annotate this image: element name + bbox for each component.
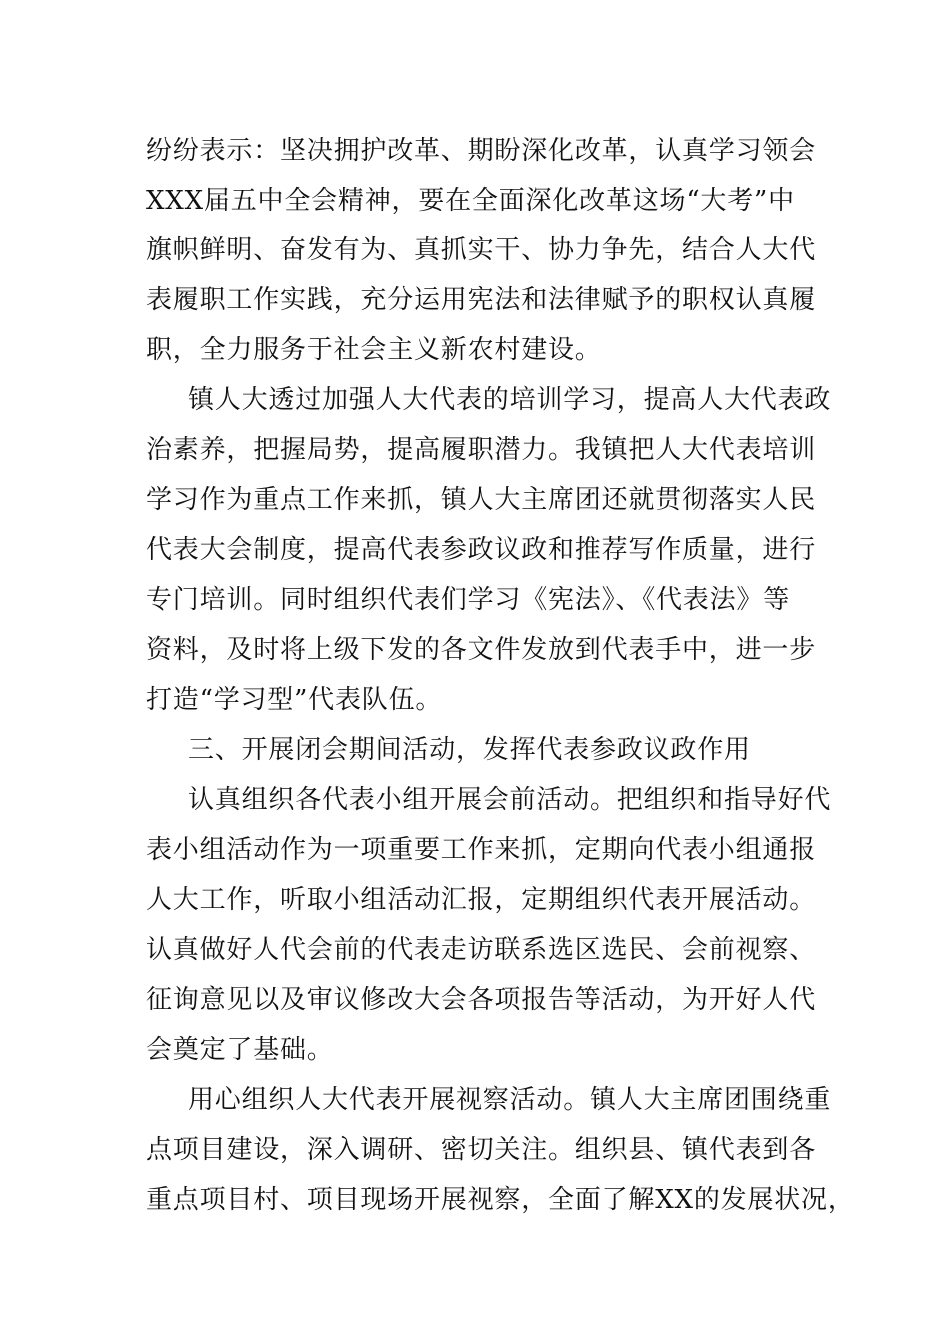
text-line: 会奠定了基础。 bbox=[146, 1035, 334, 1065]
text-line: 重点项目村、项目现场开展视察，全面了解XX的发展状况， bbox=[146, 1185, 855, 1215]
text-line: 征询意见以及审议修改大会各项报告等活动，为开好人代 bbox=[146, 985, 817, 1015]
paragraph-start-line: 认真组织各代表小组开展会前活动。把组织和指导好代 bbox=[188, 785, 832, 815]
text-line: 专门培训。同时组织代表们学习《宪法》、《代表法》等 bbox=[146, 585, 791, 615]
text-line: 治素养，把握局势，提高履职潜力。我镇把人大代表培训 bbox=[146, 435, 817, 465]
text-line: XXX届五中全会精神，要在全面深化改革这场“大考”中 bbox=[146, 186, 795, 216]
text-line: 资料，及时将上级下发的各文件发放到代表手中，进一步 bbox=[146, 635, 817, 665]
text-line: 表小组活动作为一项重要工作来抓，定期向代表小组通报 bbox=[146, 835, 817, 865]
text-line: 人大工作，听取小组活动汇报，定期组织代表开展活动。 bbox=[146, 885, 817, 915]
text-line: 认真做好人代会前的代表走访联系选区选民、会前视察、 bbox=[146, 935, 817, 965]
text-line: 纷纷表示：坚决拥护改革、期盼深化改革，认真学习领会 bbox=[146, 136, 817, 166]
paragraph-start-line: 用心组织人大代表开展视察活动。镇人大主席团围绕重 bbox=[188, 1085, 832, 1115]
text-line: 点项目建设，深入调研、密切关注。组织县、镇代表到各 bbox=[146, 1135, 817, 1165]
paragraph-start-line: 镇人大透过加强人大代表的培训学习，提高人大代表政 bbox=[188, 385, 832, 415]
text-line: 旗帜鲜明、奋发有为、真抓实干、协力争先，结合人大代 bbox=[146, 235, 817, 265]
text-line: 打造“学习型”代表队伍。 bbox=[146, 685, 443, 715]
section-heading: 三、开展闭会期间活动，发挥代表参政议政作用 bbox=[188, 735, 751, 765]
text-line: 学习作为重点工作来抓，镇人大主席团还就贯彻落实人民 bbox=[146, 485, 817, 515]
text-line: 表履职工作实践，充分运用宪法和法律赋予的职权认真履 bbox=[146, 285, 817, 315]
text-line: 代表大会制度，提高代表参政议政和推荐写作质量，进行 bbox=[146, 535, 817, 565]
text-line: 职，全力服务于社会主义新农村建设。 bbox=[146, 335, 602, 365]
